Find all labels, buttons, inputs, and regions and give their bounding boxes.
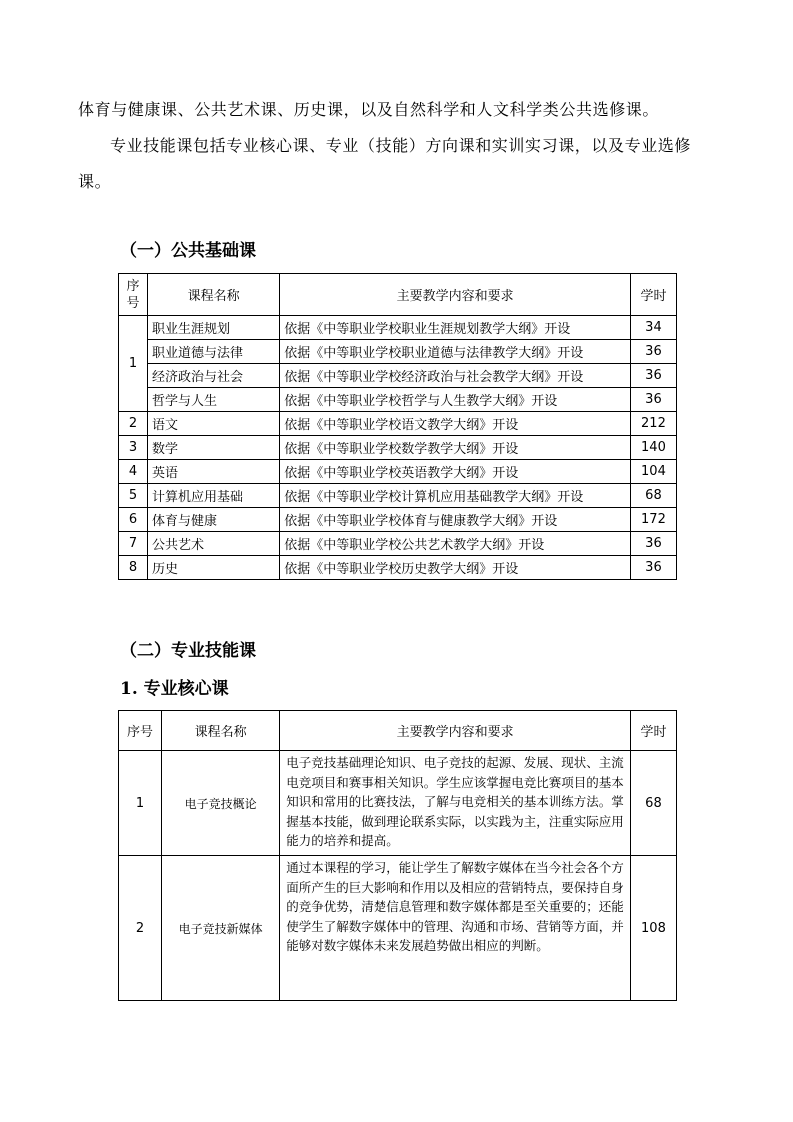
table-row bbox=[119, 532, 677, 556]
course-hours: 140 bbox=[630, 436, 676, 460]
header-content: 主要教学内容和要求 bbox=[280, 274, 631, 316]
header-name: 课程名称 bbox=[162, 711, 280, 751]
row-no: 8 bbox=[119, 556, 148, 580]
course-name: 计算机应用基础 bbox=[148, 484, 280, 508]
table-header-row bbox=[119, 274, 677, 316]
course-name: 公共艺术 bbox=[148, 532, 280, 556]
table-row bbox=[119, 484, 677, 508]
table-row bbox=[119, 508, 677, 532]
course-content: 依据《中等职业学校职业生涯规划教学大纲》开设 bbox=[280, 316, 631, 340]
row-no: 6 bbox=[119, 508, 148, 532]
course-hours: 212 bbox=[630, 412, 676, 436]
course-name: 哲学与人生 bbox=[148, 388, 280, 412]
course-hours: 36 bbox=[630, 532, 676, 556]
table-row bbox=[119, 412, 677, 436]
course-hours: 36 bbox=[630, 556, 676, 580]
header-no: 序号 bbox=[119, 274, 148, 316]
row-no: 1 bbox=[119, 316, 148, 412]
header-no: 序号 bbox=[119, 711, 162, 751]
row-no: 3 bbox=[119, 436, 148, 460]
table-row bbox=[119, 388, 677, 412]
course-name: 职业道德与法律 bbox=[148, 340, 280, 364]
course-name: 职业生涯规划 bbox=[148, 316, 280, 340]
course-content: 依据《中等职业学校计算机应用基础教学大纲》开设 bbox=[280, 484, 631, 508]
row-no: 7 bbox=[119, 532, 148, 556]
section-title-professional-skills: （二）专业技能课 bbox=[120, 641, 256, 661]
course-content: 依据《中等职业学校语文教学大纲》开设 bbox=[280, 412, 631, 436]
table-row bbox=[119, 856, 677, 1001]
course-name: 电子竞技概论 bbox=[162, 751, 280, 856]
row-no: 2 bbox=[119, 412, 148, 436]
core-courses-table bbox=[118, 710, 677, 1001]
course-hours: 36 bbox=[630, 364, 676, 388]
course-content: 依据《中等职业学校体育与健康教学大纲》开设 bbox=[280, 508, 631, 532]
course-name: 体育与健康 bbox=[148, 508, 280, 532]
table-row bbox=[119, 556, 677, 580]
course-hours: 68 bbox=[630, 751, 676, 856]
table-row bbox=[119, 751, 677, 856]
intro-paragraph-2: 专业技能课包括专业核心课、专业（技能）方向课和实训实习课，以及专业选修课。 bbox=[78, 136, 692, 191]
row-no: 2 bbox=[119, 856, 162, 1001]
row-no: 4 bbox=[119, 460, 148, 484]
row-no: 5 bbox=[119, 484, 148, 508]
course-hours: 108 bbox=[630, 856, 676, 1001]
course-name: 英语 bbox=[148, 460, 280, 484]
table-row bbox=[119, 316, 677, 340]
header-hours: 学时 bbox=[630, 274, 676, 316]
section-title-public-courses: （一）公共基础课 bbox=[120, 241, 256, 261]
course-content: 依据《中等职业学校数学教学大纲》开设 bbox=[280, 436, 631, 460]
course-content: 依据《中等职业学校历史教学大纲》开设 bbox=[280, 556, 631, 580]
course-content: 依据《中等职业学校哲学与人生教学大纲》开设 bbox=[280, 388, 631, 412]
table-row bbox=[119, 364, 677, 388]
course-hours: 68 bbox=[630, 484, 676, 508]
course-content: 通过本课程的学习，能让学生了解数字媒体在当今社会各个方面所产生的巨大影响和作用以及相应的营销特点，要保持自身的竞争优势，清楚信息管理和数字媒体都是至关重要的；还能使学生了解数字媒体中的管理、沟通和市场、营销等方面，并能够对数字媒体未来发展趋势做出相应的判断。 bbox=[280, 856, 631, 1001]
subsection-title-core-courses: 1. 专业核心课 bbox=[120, 679, 229, 699]
course-hours: 104 bbox=[630, 460, 676, 484]
course-name: 数学 bbox=[148, 436, 280, 460]
course-hours: 36 bbox=[630, 340, 676, 364]
intro-line-1: 体育与健康课、公共艺术课、历史课，以及自然科学和人文科学类公共选修课。 bbox=[78, 100, 660, 119]
course-content: 依据《中等职业学校公共艺术教学大纲》开设 bbox=[280, 532, 631, 556]
course-content: 依据《中等职业学校经济政治与社会教学大纲》开设 bbox=[280, 364, 631, 388]
header-hours: 学时 bbox=[630, 711, 676, 751]
table-row bbox=[119, 340, 677, 364]
row-no: 1 bbox=[119, 751, 162, 856]
table-row bbox=[119, 436, 677, 460]
course-hours: 172 bbox=[630, 508, 676, 532]
course-name: 电子竞技新媒体 bbox=[162, 856, 280, 1001]
course-name: 经济政治与社会 bbox=[148, 364, 280, 388]
header-name: 课程名称 bbox=[148, 274, 280, 316]
course-hours: 36 bbox=[630, 388, 676, 412]
course-content: 依据《中等职业学校职业道德与法律教学大纲》开设 bbox=[280, 340, 631, 364]
course-hours: 34 bbox=[630, 316, 676, 340]
course-content: 电子竞技基础理论知识、电子竞技的起源、发展、现状、主流电竞项目和赛事相关知识。学生应该掌握电竞比赛项目的基本知识和常用的比赛技法，了解与电竞相关的基本训练方法。掌握基本技能，做到理论联系实际，以实践为主，注重实际应用能力的培养和提高。 bbox=[280, 751, 631, 856]
course-name: 历史 bbox=[148, 556, 280, 580]
public-courses-table bbox=[118, 273, 677, 580]
course-content: 依据《中等职业学校英语教学大纲》开设 bbox=[280, 460, 631, 484]
table-header-row bbox=[119, 711, 677, 751]
header-content: 主要教学内容和要求 bbox=[280, 711, 631, 751]
course-name: 语文 bbox=[148, 412, 280, 436]
table-row bbox=[119, 460, 677, 484]
